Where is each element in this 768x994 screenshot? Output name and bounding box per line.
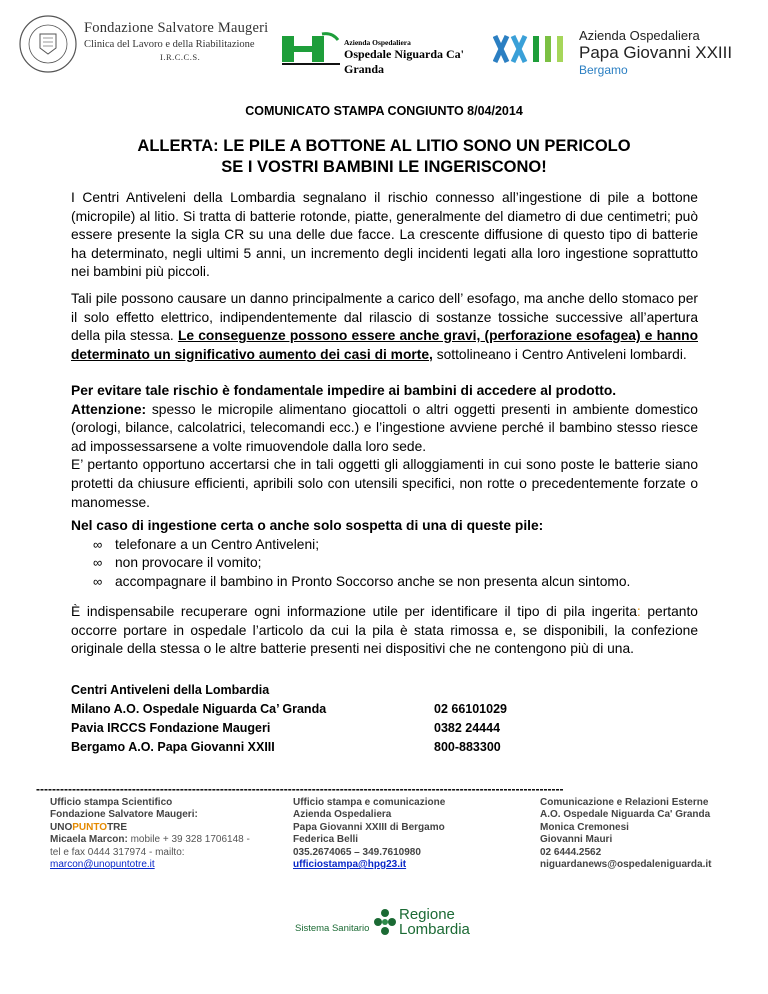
paragraph-5: È indispensabile recuperare ogni informazione utile per identificare il tipo di pila ingerita: pertanto occorre portare in ospedale l’articolo da cui la pila è stata rimossa e, se disponibili, la confezione originale della stessa o le altre batterie presenti nei dispositivi che ne contengono più di una. — [71, 604, 698, 657]
p3-more: E’ pertanto opportuno accertarsi che in tali oggetti gli alloggiamenti in cui sono poste le batterie siano protetti da chiusure efficienti, apribili solo con utensili specifici, non rotte o precedentemente forzate o manomesse. — [71, 457, 698, 510]
centro-name: Bergamo A.O. Papa Giovanni XXIII — [71, 740, 275, 754]
bullet-infinity-icon: ∞ — [93, 573, 103, 589]
regione-rose-icon — [373, 907, 397, 937]
centri-heading: Centri Antiveleni della Lombardia — [71, 683, 270, 697]
sistema-sanitario-label: Sistema Sanitario — [295, 923, 370, 934]
contact-maugeri: Ufficio stampa Scientifico Fondazione Salvatore Maugeri: UNOPUNTOTRE Micaela Marcon: mobile + 39 328 1706148 - tel e fax 0444 317974 - mailto: marcon@unopuntotre.it — [50, 797, 290, 871]
comunicato-heading: COMUNICATO STAMPA CONGIUNTO 8/04/2014 — [245, 104, 523, 118]
p5-colon: : — [636, 604, 641, 619]
centro-name: Milano A.O. Ospedale Niguarda Ca’ Granda — [71, 702, 327, 716]
paragraph-2 — [71, 290, 698, 364]
page-title — [0, 136, 768, 178]
separator-line: ------------------------------------------------------------------------------------------------------------------------------------ — [36, 782, 564, 796]
centri-phones — [434, 700, 554, 757]
p2-end: sottolineano i Centro Antiveleni lombardi. — [432, 346, 687, 362]
centro-name: Pavia IRCCS Fondazione Maugeri — [71, 721, 271, 735]
p2-underline: Le conseguenze possono essere anche gravi, (perforazione esofagea) e hanno determinato un significativo aumento dei casi di morte, — [71, 328, 698, 362]
niguarda-logo — [282, 30, 492, 76]
bullet-infinity-icon: ∞ — [93, 555, 103, 571]
regione-lombardia-logo — [283, 895, 479, 949]
p3-attention — [71, 401, 698, 457]
centro-phone: 02 66101029 — [434, 702, 507, 716]
pg-line3: Bergamo — [579, 63, 628, 77]
unopuntotre: UNOPUNTOTRE — [50, 821, 128, 833]
bullet-infinity-icon: ∞ — [93, 536, 103, 552]
niguarda-h-icon — [282, 30, 340, 66]
centro-phone: 0382 24444 — [434, 721, 501, 735]
title-line2: SE I VOSTRI BAMBINI LE INGERISCONO! — [221, 158, 547, 176]
email-link-maugeri[interactable]: marcon@unopuntotre.it — [50, 859, 155, 871]
maugeri-irccs: I.R.C.C.S. — [160, 52, 201, 62]
lombardia-label: Lombardia — [399, 921, 470, 938]
papa-giovanni-xxiii-icon — [493, 32, 573, 66]
list-item: ∞ accompagnare il bambino in Pronto Soccorso anche se non presenta alcun sintomo. — [71, 573, 698, 592]
list-item: ∞ telefonare a un Centro Antiveleni; — [71, 536, 698, 555]
centro-phone: 800-883300 — [434, 740, 501, 754]
pg-line2: Papa Giovanni XXIII — [579, 43, 733, 62]
maugeri-seal-icon — [18, 14, 78, 74]
paragraph-intro — [71, 189, 698, 282]
papa-giovanni-logo — [493, 28, 753, 88]
contact-papa-giovanni: Ufficio stampa e comunicazione Azienda Ospedaliera Papa Giovanni XXIII di Bergamo Federica Belli 035.2674065 – 349.7610980 ufficiostampa@hpg23.it — [293, 797, 513, 871]
paragraph-prevention — [71, 382, 698, 512]
p2-start: Tali pile possono causare un danno principalmente a carico dell’ esofago, ma anche dello stomaco per il solo effetto elettrico, indipendentemente dal rilascio di sostanze tossiche successive all’apertura della pila stessa. — [71, 291, 698, 344]
title-line1: ALLERTA: LE PILE A BOTTONE AL LITIO SONO UN PERICOLO — [137, 137, 631, 155]
paragraph-info — [71, 603, 698, 659]
p3-att-label: Attenzione: — [71, 401, 147, 417]
maugeri-name: Fondazione Salvatore Maugeri — [84, 20, 269, 36]
p3-att-text: spesso le micropile alimentano giocattoli o altri oggetti presenti in ambiente domestico (orologi, bilance, calcolatrici, telecomandi ecc.) e l’ingestione avviene perché il bambino stesso riesce ad impossessarsene a volte rimuovendole dalla loro sede. — [71, 401, 698, 454]
email-link-hpg23[interactable]: ufficiostampa@hpg23.it — [293, 859, 407, 871]
pg-line1: Azienda Ospedaliera — [579, 28, 700, 43]
regione-label: Regione — [399, 906, 455, 923]
p3-bold: Per evitare tale rischio è fondamentale impedire ai bambini di accedere al prodotto. — [71, 383, 617, 398]
niguarda-line1: Azienda Ospedaliera — [344, 38, 411, 47]
email-niguarda[interactable]: niguardanews@ospedaleniguarda.it — [540, 859, 712, 871]
paragraph-ingestion — [71, 517, 698, 591]
p4-bold: Nel caso di ingestione certa o anche solo sospetta di una di queste pile: — [71, 518, 544, 533]
niguarda-line2: Ospedale Niguarda Ca' Granda — [344, 47, 465, 76]
list-item: ∞ non provocare il vomito; — [71, 554, 698, 573]
contact-niguarda: Comunicazione e Relazioni Esterne A.O. Ospedale Niguarda Ca' Granda Monica Cremonesi Giovanni Mauri 02 6444.2562 niguardanews@ospedaleniguarda.it — [540, 797, 760, 871]
maugeri-subtitle: Clinica del Lavoro e della Riabilitazione — [84, 39, 255, 50]
maugeri-logo — [18, 14, 278, 76]
paragraph-1: I Centri Antiveleni della Lombardia segnalano il rischio connesso all’ingestione di pile a bottone (micropile) al litio. Si tratta di batterie rotonde, piatte, generalmente del diametro di due centimetri; può essere presente la sigla CR su una delle due facce. La crescente diffusione di questo tipo di batterie ha determinato, negli ultimi 5 anni, un incremento degli incidenti legati alla loro ingestione soprattutto nei bambini più piccoli. — [71, 190, 698, 280]
ingestion-list — [71, 536, 698, 592]
paragraph-damage — [71, 290, 698, 364]
